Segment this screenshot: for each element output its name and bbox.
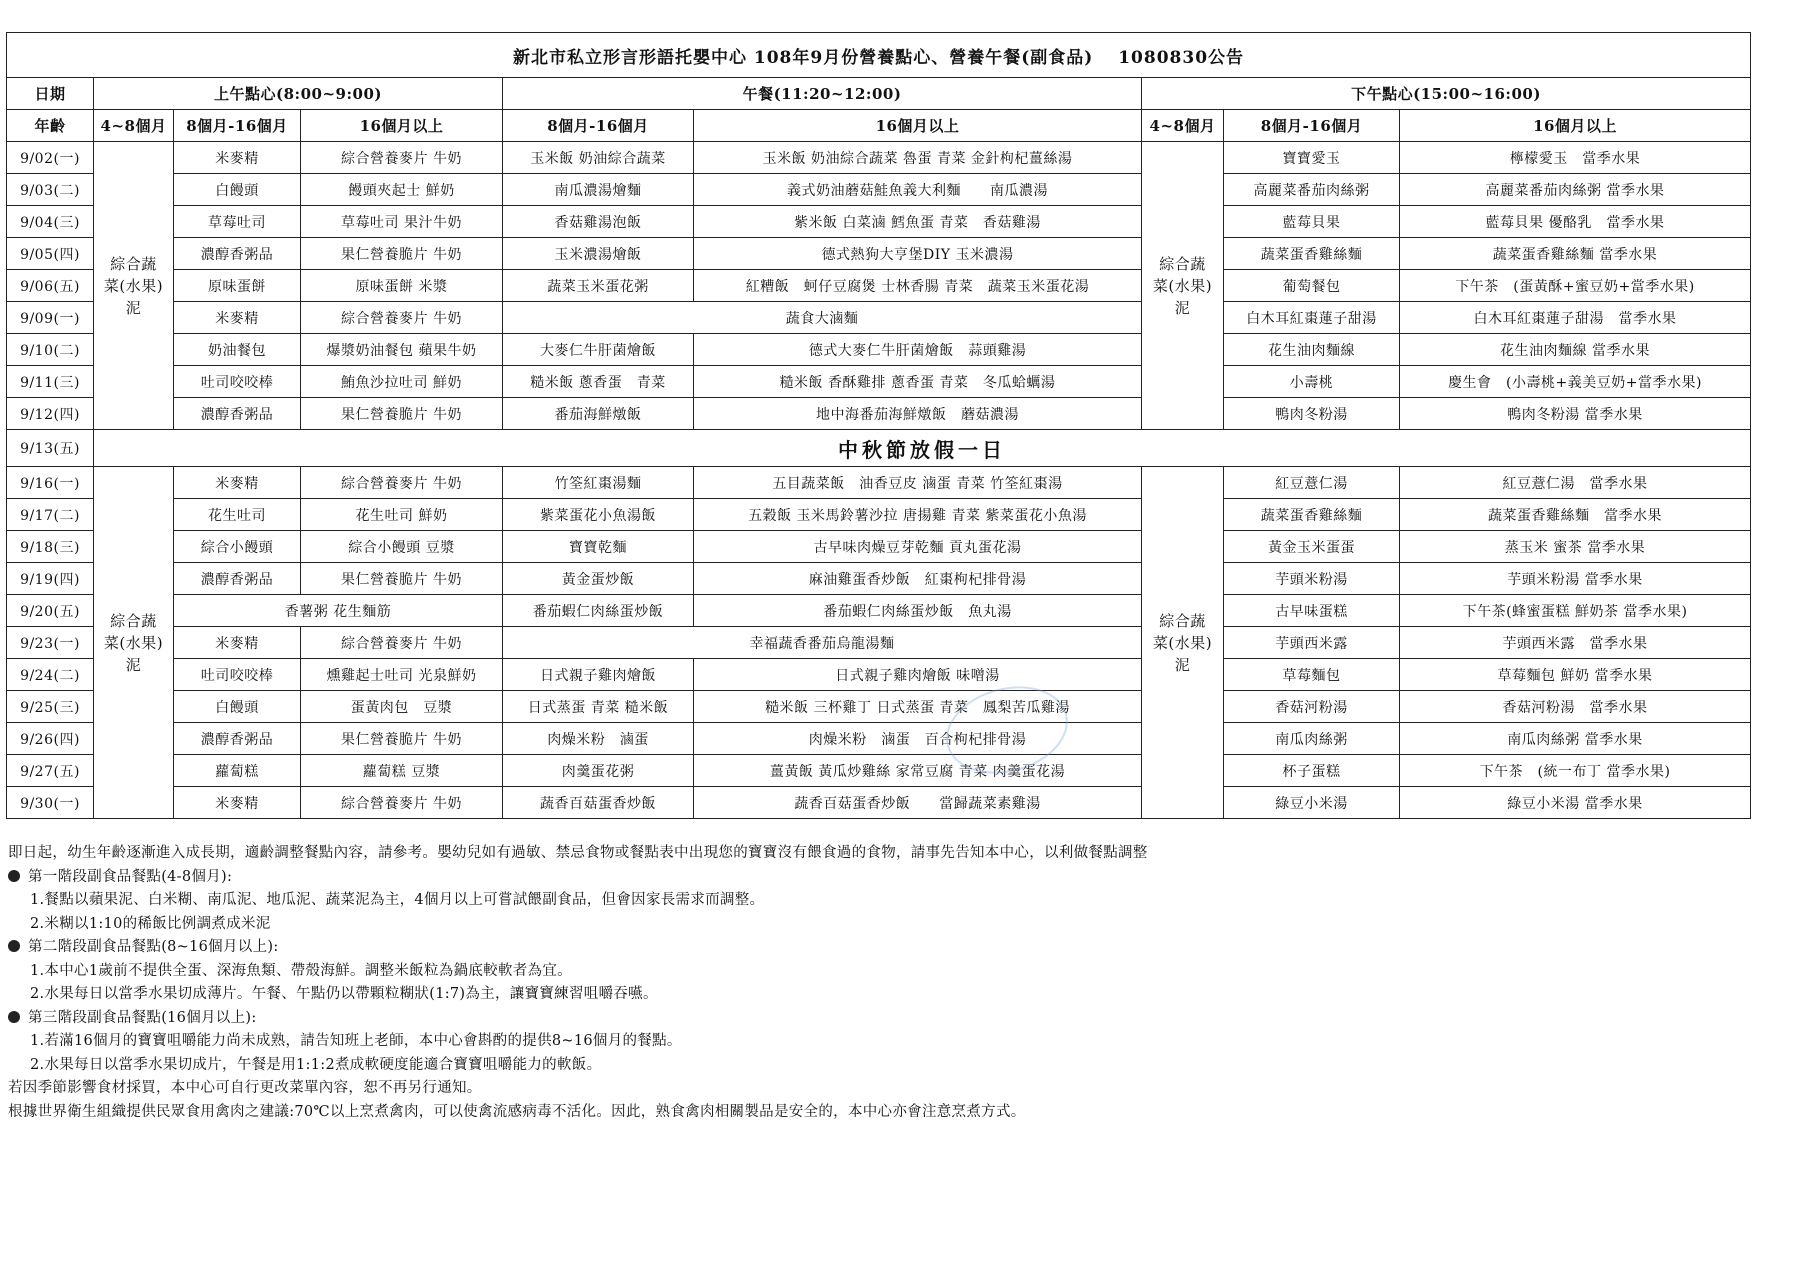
am-snack-16-plus-cell: 蛋黃肉包 豆漿 bbox=[301, 691, 503, 723]
infant-food-label: 綜合蔬菜(水果)泥 bbox=[1152, 611, 1213, 674]
pm-snack-16-plus-cell: 蔬菜蛋香雞絲麵 當季水果 bbox=[1400, 238, 1751, 270]
pm-snack-8-16-cell: 小壽桃 bbox=[1224, 366, 1400, 398]
lunch-16-plus-cell: 日式親子雞肉燴飯 味噌湯 bbox=[694, 659, 1142, 691]
pm-snack-16-plus-cell: 草莓麵包 鮮奶 當季水果 bbox=[1400, 659, 1751, 691]
am-snack-16-plus-cell: 果仁營養脆片 牛奶 bbox=[301, 563, 503, 595]
am-snack-8-16-cell: 吐司咬咬棒 bbox=[174, 366, 301, 398]
header-lunch-16-plus: 16個月以上 bbox=[694, 110, 1142, 142]
lunch-8-16-cell: 蔬香百菇蛋香炒飯 bbox=[503, 787, 694, 819]
am-infant-cell bbox=[94, 467, 174, 819]
holiday-date-cell: 9/13(五) bbox=[7, 430, 94, 467]
lunch-16-plus-cell: 德式熱狗大亨堡DIY 玉米濃湯 bbox=[694, 238, 1142, 270]
page-title: 新北市私立形言形語托嬰中心 108年9月份營養點心、營養午餐(副食品) 1080830公告 bbox=[7, 33, 1751, 78]
header-am-8-16: 8個月-16個月 bbox=[174, 110, 301, 142]
am-snack-16-plus-cell: 綜合營養麥片 牛奶 bbox=[301, 627, 503, 659]
lunch-8-16-cell: 日式親子雞肉燴飯 bbox=[503, 659, 694, 691]
table-row bbox=[7, 366, 1751, 398]
pm-snack-16-plus-cell: 檸檬愛玉 當季水果 bbox=[1400, 142, 1751, 174]
date-cell: 9/30(一) bbox=[7, 787, 94, 819]
am-infant-cell bbox=[94, 142, 174, 430]
date-cell: 9/06(五) bbox=[7, 270, 94, 302]
am-snack-8-16-cell: 濃醇香粥品 bbox=[174, 563, 301, 595]
pm-snack-8-16-cell: 白木耳紅棗蓮子甜湯 bbox=[1224, 302, 1400, 334]
pm-snack-8-16-cell: 芋頭西米露 bbox=[1224, 627, 1400, 659]
date-cell: 9/04(三) bbox=[7, 206, 94, 238]
lunch-16-plus-cell: 德式大麥仁牛肝菌燴飯 蒜頭雞湯 bbox=[694, 334, 1142, 366]
notes-season: 若因季節影響食材採買，本中心可自行更改菜單內容，恕不再另行通知。 bbox=[8, 1080, 482, 1096]
date-cell: 9/23(一) bbox=[7, 627, 94, 659]
pm-snack-16-plus-cell: 下午茶(蜂蜜蛋糕 鮮奶茶 當季水果) bbox=[1400, 595, 1751, 627]
am-snack-16-plus-cell: 爆漿奶油餐包 蘋果牛奶 bbox=[301, 334, 503, 366]
pm-snack-8-16-cell: 寶寶愛玉 bbox=[1224, 142, 1400, 174]
lunch-8-16-cell: 黃金蛋炒飯 bbox=[503, 563, 694, 595]
lunch-8-16-cell: 香菇雞湯泡飯 bbox=[503, 206, 694, 238]
am-snack-16-plus-cell: 鮪魚沙拉吐司 鮮奶 bbox=[301, 366, 503, 398]
lunch-8-16-cell: 南瓜濃湯燴麵 bbox=[503, 174, 694, 206]
header-lunch: 午餐(11:20~12:00) bbox=[503, 78, 1142, 110]
stage3-title-text: 第三階段副食品餐點(16個月以上): bbox=[28, 1009, 257, 1026]
pm-snack-8-16-cell: 藍莓貝果 bbox=[1224, 206, 1400, 238]
header-pm-snack: 下午點心(15:00~16:00) bbox=[1142, 78, 1751, 110]
lunch-merged-cell: 蔬食大滷麵 bbox=[503, 302, 1142, 334]
am-snack-merged-cell: 香薯粥 花生麵筋 bbox=[174, 595, 503, 627]
pm-infant-cell bbox=[1142, 467, 1224, 819]
lunch-8-16-cell: 玉米飯 奶油綜合蔬菜 bbox=[503, 142, 694, 174]
lunch-16-plus-cell: 玉米飯 奶油綜合蔬菜 魯蛋 青菜 金針枸杞薑絲湯 bbox=[694, 142, 1142, 174]
header-pm-4-8: 4~8個月 bbox=[1142, 110, 1224, 142]
lunch-8-16-cell: 肉羹蛋花粥 bbox=[503, 755, 694, 787]
menu-sheet bbox=[6, 32, 1750, 819]
am-snack-8-16-cell: 白饅頭 bbox=[174, 174, 301, 206]
am-snack-16-plus-cell: 果仁營養脆片 牛奶 bbox=[301, 398, 503, 430]
holiday-text-cell: 中秋節放假一日 bbox=[94, 430, 1751, 467]
header-lunch-8-16: 8個月-16個月 bbox=[503, 110, 694, 142]
am-snack-16-plus-cell: 饅頭夾起士 鮮奶 bbox=[301, 174, 503, 206]
table-row bbox=[7, 499, 1751, 531]
am-snack-8-16-cell: 原味蛋餅 bbox=[174, 270, 301, 302]
am-snack-16-plus-cell: 綜合營養麥片 牛奶 bbox=[301, 467, 503, 499]
lunch-8-16-cell: 紫菜蛋花小魚湯飯 bbox=[503, 499, 694, 531]
pm-snack-8-16-cell: 鴨肉冬粉湯 bbox=[1224, 398, 1400, 430]
pm-snack-8-16-cell: 高麗菜番茄肉絲粥 bbox=[1224, 174, 1400, 206]
lunch-16-plus-cell: 紫米飯 白菜滷 鱈魚蛋 青菜 香菇雞湯 bbox=[694, 206, 1142, 238]
table-row bbox=[7, 723, 1751, 755]
lunch-merged-cell: 幸福蔬香番茄烏龍湯麵 bbox=[503, 627, 1142, 659]
pm-snack-8-16-cell: 古早味蛋糕 bbox=[1224, 595, 1400, 627]
am-snack-16-plus-cell: 原味蛋餅 米漿 bbox=[301, 270, 503, 302]
lunch-8-16-cell: 番茄蝦仁肉絲蛋炒飯 bbox=[503, 595, 694, 627]
date-cell: 9/24(二) bbox=[7, 659, 94, 691]
bullet-icon bbox=[8, 870, 20, 882]
date-cell: 9/11(三) bbox=[7, 366, 94, 398]
pm-snack-16-plus-cell: 高麗菜番茄肉絲粥 當季水果 bbox=[1400, 174, 1751, 206]
am-snack-16-plus-cell: 綜合營養麥片 牛奶 bbox=[301, 142, 503, 174]
table-row bbox=[7, 334, 1751, 366]
am-snack-8-16-cell: 米麥精 bbox=[174, 302, 301, 334]
lunch-8-16-cell: 蔬菜玉米蛋花粥 bbox=[503, 270, 694, 302]
am-snack-16-plus-cell: 綜合營養麥片 牛奶 bbox=[301, 787, 503, 819]
menu-table bbox=[6, 32, 1751, 819]
am-snack-16-plus-cell: 草莓吐司 果汁牛奶 bbox=[301, 206, 503, 238]
table-row bbox=[7, 787, 1751, 819]
header-am-16-plus: 16個月以上 bbox=[301, 110, 503, 142]
pm-snack-16-plus-cell: 下午茶 (蛋黃酥+蜜豆奶+當季水果) bbox=[1400, 270, 1751, 302]
pm-snack-8-16-cell: 杯子蛋糕 bbox=[1224, 755, 1400, 787]
lunch-16-plus-cell: 地中海番茄海鮮燉飯 蘑菇濃湯 bbox=[694, 398, 1142, 430]
date-cell: 9/02(一) bbox=[7, 142, 94, 174]
pm-snack-16-plus-cell: 南瓜肉絲粥 當季水果 bbox=[1400, 723, 1751, 755]
notes-stage2-item2: 2.水果每日以當季水果切成薄片。午餐、午點仍以帶顆粒糊狀(1:7)為主，讓寶寶練習咀嚼吞嚥。 bbox=[30, 986, 658, 1002]
table-row bbox=[7, 531, 1751, 563]
table-row bbox=[7, 467, 1751, 499]
am-snack-8-16-cell: 吐司咬咬棒 bbox=[174, 659, 301, 691]
lunch-16-plus-cell: 糙米飯 三杯雞丁 日式蒸蛋 青菜 鳳梨苦瓜雞湯 bbox=[694, 691, 1142, 723]
lunch-16-plus-cell: 五穀飯 玉米馬鈴薯沙拉 唐揚雞 青菜 紫菜蛋花小魚湯 bbox=[694, 499, 1142, 531]
pm-snack-8-16-cell: 綠豆小米湯 bbox=[1224, 787, 1400, 819]
lunch-16-plus-cell: 糙米飯 香酥雞排 蔥香蛋 青菜 冬瓜蛤蠣湯 bbox=[694, 366, 1142, 398]
date-cell: 9/17(二) bbox=[7, 499, 94, 531]
header-pm-16-plus: 16個月以上 bbox=[1400, 110, 1751, 142]
notes-section bbox=[8, 842, 1748, 1124]
table-row bbox=[7, 174, 1751, 206]
notes-stage2-title bbox=[8, 936, 1748, 960]
date-cell: 9/16(一) bbox=[7, 467, 94, 499]
pm-infant-cell bbox=[1142, 142, 1224, 430]
pm-snack-8-16-cell: 蔬菜蛋香雞絲麵 bbox=[1224, 499, 1400, 531]
pm-snack-8-16-cell: 花生油肉麵線 bbox=[1224, 334, 1400, 366]
lunch-8-16-cell: 竹筌紅棗湯麵 bbox=[503, 467, 694, 499]
lunch-16-plus-cell: 紅糟飯 蚵仔豆腐煲 士林香腸 青菜 蔬菜玉米蛋花湯 bbox=[694, 270, 1142, 302]
am-snack-8-16-cell: 蘿蔔糕 bbox=[174, 755, 301, 787]
am-snack-8-16-cell: 草莓吐司 bbox=[174, 206, 301, 238]
pm-snack-16-plus-cell: 鴨肉冬粉湯 當季水果 bbox=[1400, 398, 1751, 430]
table-row bbox=[7, 270, 1751, 302]
pm-snack-16-plus-cell: 蔬菜蛋香雞絲麵 當季水果 bbox=[1400, 499, 1751, 531]
lunch-8-16-cell: 番茄海鮮燉飯 bbox=[503, 398, 694, 430]
header-age: 年齡 bbox=[7, 110, 94, 142]
pm-snack-8-16-cell: 草莓麵包 bbox=[1224, 659, 1400, 691]
am-snack-8-16-cell: 濃醇香粥品 bbox=[174, 238, 301, 270]
lunch-16-plus-cell: 義式奶油蘑菇鮭魚義大利麵 南瓜濃湯 bbox=[694, 174, 1142, 206]
lunch-16-plus-cell: 蔬香百菇蛋香炒飯 當歸蔬菜素雞湯 bbox=[694, 787, 1142, 819]
table-row bbox=[7, 142, 1751, 174]
pm-snack-8-16-cell: 黃金玉米蛋蛋 bbox=[1224, 531, 1400, 563]
infant-food-label: 綜合蔬菜(水果)泥 bbox=[103, 254, 164, 317]
notes-stage1-item2: 2.米糊以1:10的稀飯比例調煮成米泥 bbox=[30, 915, 271, 932]
pm-snack-8-16-cell: 蔬菜蛋香雞絲麵 bbox=[1224, 238, 1400, 270]
table-row bbox=[7, 238, 1751, 270]
pm-snack-8-16-cell: 紅豆薏仁湯 bbox=[1224, 467, 1400, 499]
date-cell: 9/03(二) bbox=[7, 174, 94, 206]
lunch-8-16-cell: 肉燥米粉 滷蛋 bbox=[503, 723, 694, 755]
table-row bbox=[7, 302, 1751, 334]
pm-snack-16-plus-cell: 花生油肉麵線 當季水果 bbox=[1400, 334, 1751, 366]
pm-snack-16-plus-cell: 香菇河粉湯 當季水果 bbox=[1400, 691, 1751, 723]
pm-snack-16-plus-cell: 藍莓貝果 優酪乳 當季水果 bbox=[1400, 206, 1751, 238]
lunch-8-16-cell: 大麥仁牛肝菌燴飯 bbox=[503, 334, 694, 366]
am-snack-8-16-cell: 米麥精 bbox=[174, 787, 301, 819]
notes-who: 根據世界衛生組織提供民眾食用禽肉之建議:70℃以上烹煮禽肉，可以使禽流感病毒不活化。因此，熟食禽肉相關製品是安全的，本中心亦會注意烹煮方式。 bbox=[8, 1103, 1026, 1120]
table-row bbox=[7, 398, 1751, 430]
notes-stage1-title bbox=[8, 866, 1748, 890]
pm-snack-8-16-cell: 葡萄餐包 bbox=[1224, 270, 1400, 302]
am-snack-8-16-cell: 米麥精 bbox=[174, 467, 301, 499]
table-row bbox=[7, 595, 1751, 627]
date-cell: 9/26(四) bbox=[7, 723, 94, 755]
infant-food-label: 綜合蔬菜(水果)泥 bbox=[103, 611, 164, 674]
date-cell: 9/19(四) bbox=[7, 563, 94, 595]
lunch-16-plus-cell: 麻油雞蛋香炒飯 紅棗枸杞排骨湯 bbox=[694, 563, 1142, 595]
notes-stage3-title bbox=[8, 1007, 1748, 1031]
pm-snack-16-plus-cell: 紅豆薏仁湯 當季水果 bbox=[1400, 467, 1751, 499]
notes-intro: 即日起，幼生年齡逐漸進入成長期，適齡調整餐點內容，請參考。嬰幼兒如有過敏、禁忌食物或餐點表中出現您的寶寶沒有餵食過的食物，請事先告知本中心，以利做餐點調整 bbox=[8, 845, 1148, 861]
date-cell: 9/20(五) bbox=[7, 595, 94, 627]
am-snack-8-16-cell: 米麥精 bbox=[174, 142, 301, 174]
am-snack-16-plus-cell: 燻雞起士吐司 光泉鮮奶 bbox=[301, 659, 503, 691]
table-row bbox=[7, 563, 1751, 595]
header-am-snack: 上午點心(8:00~9:00) bbox=[94, 78, 503, 110]
lunch-8-16-cell: 寶寶乾麵 bbox=[503, 531, 694, 563]
am-snack-16-plus-cell: 花生吐司 鮮奶 bbox=[301, 499, 503, 531]
date-cell: 9/09(一) bbox=[7, 302, 94, 334]
bullet-icon bbox=[8, 1011, 20, 1023]
am-snack-8-16-cell: 綜合小饅頭 bbox=[174, 531, 301, 563]
bullet-icon bbox=[8, 940, 20, 952]
table-row bbox=[7, 691, 1751, 723]
lunch-8-16-cell: 日式蒸蛋 青菜 糙米飯 bbox=[503, 691, 694, 723]
am-snack-16-plus-cell: 綜合營養麥片 牛奶 bbox=[301, 302, 503, 334]
table-row bbox=[7, 659, 1751, 691]
header-am-4-8: 4~8個月 bbox=[94, 110, 174, 142]
am-snack-16-plus-cell: 果仁營養脆片 牛奶 bbox=[301, 238, 503, 270]
table-row bbox=[7, 755, 1751, 787]
am-snack-16-plus-cell: 果仁營養脆片 牛奶 bbox=[301, 723, 503, 755]
am-snack-8-16-cell: 奶油餐包 bbox=[174, 334, 301, 366]
am-snack-16-plus-cell: 綜合小饅頭 豆漿 bbox=[301, 531, 503, 563]
notes-stage1-item1: 1.餐點以蘋果泥、白米糊、南瓜泥、地瓜泥、蔬菜泥為主，4個月以上可嘗試餵副食品，但會因家長需求而調整。 bbox=[30, 892, 765, 908]
am-snack-16-plus-cell: 蘿蔔糕 豆漿 bbox=[301, 755, 503, 787]
date-cell: 9/12(四) bbox=[7, 398, 94, 430]
header-date: 日期 bbox=[7, 78, 94, 110]
lunch-8-16-cell: 玉米濃湯燴飯 bbox=[503, 238, 694, 270]
lunch-8-16-cell: 糙米飯 蔥香蛋 青菜 bbox=[503, 366, 694, 398]
pm-snack-16-plus-cell: 芋頭米粉湯 當季水果 bbox=[1400, 563, 1751, 595]
lunch-16-plus-cell: 五目蔬菜飯 油香豆皮 滷蛋 青菜 竹筌紅棗湯 bbox=[694, 467, 1142, 499]
am-snack-8-16-cell: 濃醇香粥品 bbox=[174, 723, 301, 755]
date-cell: 9/25(三) bbox=[7, 691, 94, 723]
date-cell: 9/18(三) bbox=[7, 531, 94, 563]
lunch-16-plus-cell: 肉燥米粉 滷蛋 百合枸杞排骨湯 bbox=[694, 723, 1142, 755]
date-cell: 9/05(四) bbox=[7, 238, 94, 270]
lunch-16-plus-cell: 古早味肉燥豆芽乾麵 貢丸蛋花湯 bbox=[694, 531, 1142, 563]
table-row bbox=[7, 206, 1751, 238]
infant-food-label: 綜合蔬菜(水果)泥 bbox=[1152, 254, 1213, 317]
lunch-16-plus-cell: 薑黃飯 黃瓜炒雞絲 家常豆腐 青菜 肉羹蛋花湯 bbox=[694, 755, 1142, 787]
pm-snack-16-plus-cell: 白木耳紅棗蓮子甜湯 當季水果 bbox=[1400, 302, 1751, 334]
holiday-row bbox=[7, 430, 1751, 467]
notes-stage3-item1: 1.若滿16個月的寶寶咀嚼能力尚未成熟，請告知班上老師，本中心會斟酌的提供8~16個月的餐點。 bbox=[30, 1033, 682, 1049]
stage2-title-text: 第二階段副食品餐點(8~16個月以上): bbox=[28, 939, 279, 955]
date-cell: 9/27(五) bbox=[7, 755, 94, 787]
pm-snack-16-plus-cell: 下午茶 (統一布丁 當季水果) bbox=[1400, 755, 1751, 787]
pm-snack-8-16-cell: 南瓜肉絲粥 bbox=[1224, 723, 1400, 755]
pm-snack-16-plus-cell: 綠豆小米湯 當季水果 bbox=[1400, 787, 1751, 819]
notes-stage3-item2: 2.水果每日以當季水果切成片，午餐是用1:1:2煮成軟硬度能適合寶寶咀嚼能力的軟飯。 bbox=[30, 1056, 602, 1073]
am-snack-8-16-cell: 米麥精 bbox=[174, 627, 301, 659]
am-snack-8-16-cell: 濃醇香粥品 bbox=[174, 398, 301, 430]
pm-snack-16-plus-cell: 芋頭西米露 當季水果 bbox=[1400, 627, 1751, 659]
pm-snack-16-plus-cell: 慶生會 (小壽桃+義美豆奶+當季水果) bbox=[1400, 366, 1751, 398]
am-snack-8-16-cell: 白饅頭 bbox=[174, 691, 301, 723]
notes-stage2-item1: 1.本中心1歲前不提供全蛋、深海魚類、帶殼海鮮。調整米飯粒為鍋底較軟者為宜。 bbox=[30, 962, 572, 979]
pm-snack-16-plus-cell: 蒸玉米 蜜茶 當季水果 bbox=[1400, 531, 1751, 563]
table-row bbox=[7, 627, 1751, 659]
lunch-16-plus-cell: 番茄蝦仁肉絲蛋炒飯 魚丸湯 bbox=[694, 595, 1142, 627]
pm-snack-8-16-cell: 芋頭米粉湯 bbox=[1224, 563, 1400, 595]
stage1-title-text: 第一階段副食品餐點(4-8個月): bbox=[28, 868, 233, 885]
header-pm-8-16: 8個月-16個月 bbox=[1224, 110, 1400, 142]
am-snack-8-16-cell: 花生吐司 bbox=[174, 499, 301, 531]
date-cell: 9/10(二) bbox=[7, 334, 94, 366]
pm-snack-8-16-cell: 香菇河粉湯 bbox=[1224, 691, 1400, 723]
